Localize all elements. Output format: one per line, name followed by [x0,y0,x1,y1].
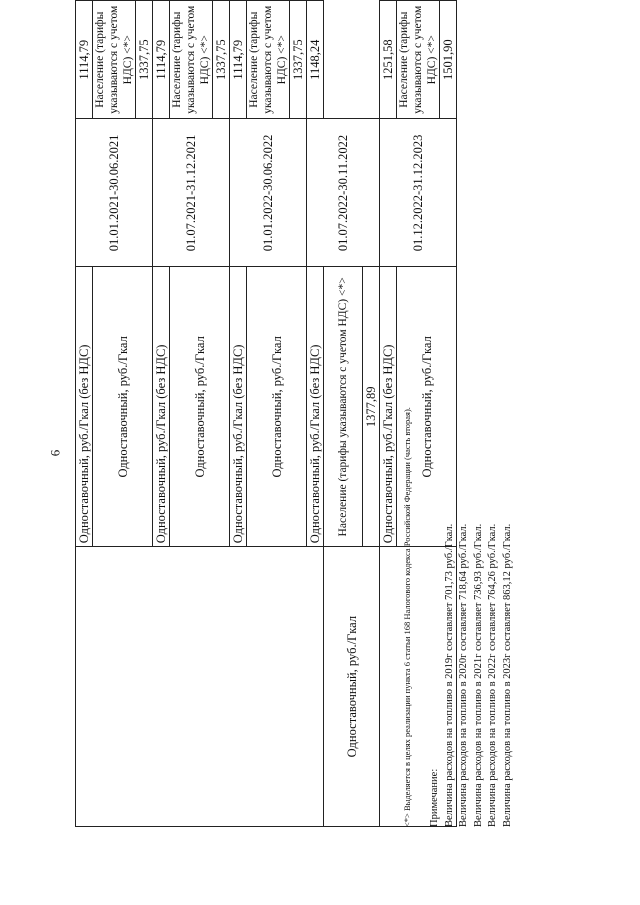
tariff-name-cell: Одноставочный, руб./Гкал [170,267,230,547]
tariff-table [75,0,457,827]
tariff-name-cell: Одноставочный, руб./Гкал [93,267,153,547]
tariff-name-cell: Одноставочный, руб./Гкал (без НДС) [380,267,397,547]
tariff-name-cell: Одноставочный, руб./Гкал [397,267,457,547]
notes-block [428,524,516,827]
population-group-cell: Население (тарифы указываются с учетом НДС) <*> [324,267,363,547]
note-line: Величина расходов на топливо в 2021г составляет 736,93 руб./Гкал. [472,523,484,827]
value-cell: 1114,79 [76,1,93,119]
empty-column-cell [76,547,324,827]
tariff-name-cell: Одноставочный, руб./Гкал (без НДС) [307,267,324,547]
population-group-cell: Население (тарифы указываются с учетом НДС) <*> [170,1,213,119]
population-group-cell: Население (тарифы указываются с учетом НДС) <*> [93,1,136,119]
period-cell: 01.07.2021-31.12.2021 [153,119,230,267]
table-row [380,1,397,827]
period-cell: 01.01.2021-30.06.2021 [76,119,153,267]
value-cell: 1337,75 [290,1,307,119]
value-cell: 1114,79 [153,1,170,119]
period-cell: 01.01.2022-30.06.2022 [230,119,307,267]
table-row [76,1,93,827]
note-line: Величина расходов на топливо в 2022г составляет 764,26 руб./Гкал. [487,523,499,827]
tariff-name-cell: Одноставочный, руб./Гкал [247,267,307,547]
value-cell: 1501,90 [440,1,457,119]
value-cell: 1337,75 [136,1,153,119]
note-line: Величина расходов на топливо в 2023г составляет 863,12 руб./Гкал. [501,523,513,827]
value-cell: 1337,75 [213,1,230,119]
population-group-cell: Население (тарифы указываются с учетом НДС) <*> [247,1,290,119]
population-group-cell: Население (тарифы указываются с учетом НДС) <*> [397,1,440,119]
value-cell: 1114,79 [230,1,247,119]
tariff-name-cell: Одноставочный, руб./Гкал (без НДС) [153,267,170,547]
value-cell: 1251,58 [380,1,397,119]
footnote: <*> Выделяется в целях реализации пункта 6 статьи 168 Налогового кодекса Российской Федерации (часть вторая). [402,407,412,827]
value-cell: 1377,89 [363,267,380,547]
tariff-name-cell: Одноставочный, руб./Гкал (без НДС) [76,267,93,547]
value-cell: 1148,24 [307,1,324,119]
tariff-name-cell: Одноставочный, руб./Гкал (без НДС) [230,267,247,547]
page-number: 6 [47,449,63,457]
period-cell: 01.12.2022-31.12.2023 [380,119,457,267]
tariff-name-cell: Одноставочный, руб./Гкал [324,547,380,827]
period-cell: 01.07.2022-30.11.2022 [307,119,380,267]
note-line: Величина расходов на топливо в 2020г составляет 718,64 руб./Гкал. [458,523,470,827]
notes-heading: Примечание: [429,768,440,827]
note-line: Величина расходов на топливо в 2019г составляет 701,73 руб./Гкал. [443,523,455,827]
